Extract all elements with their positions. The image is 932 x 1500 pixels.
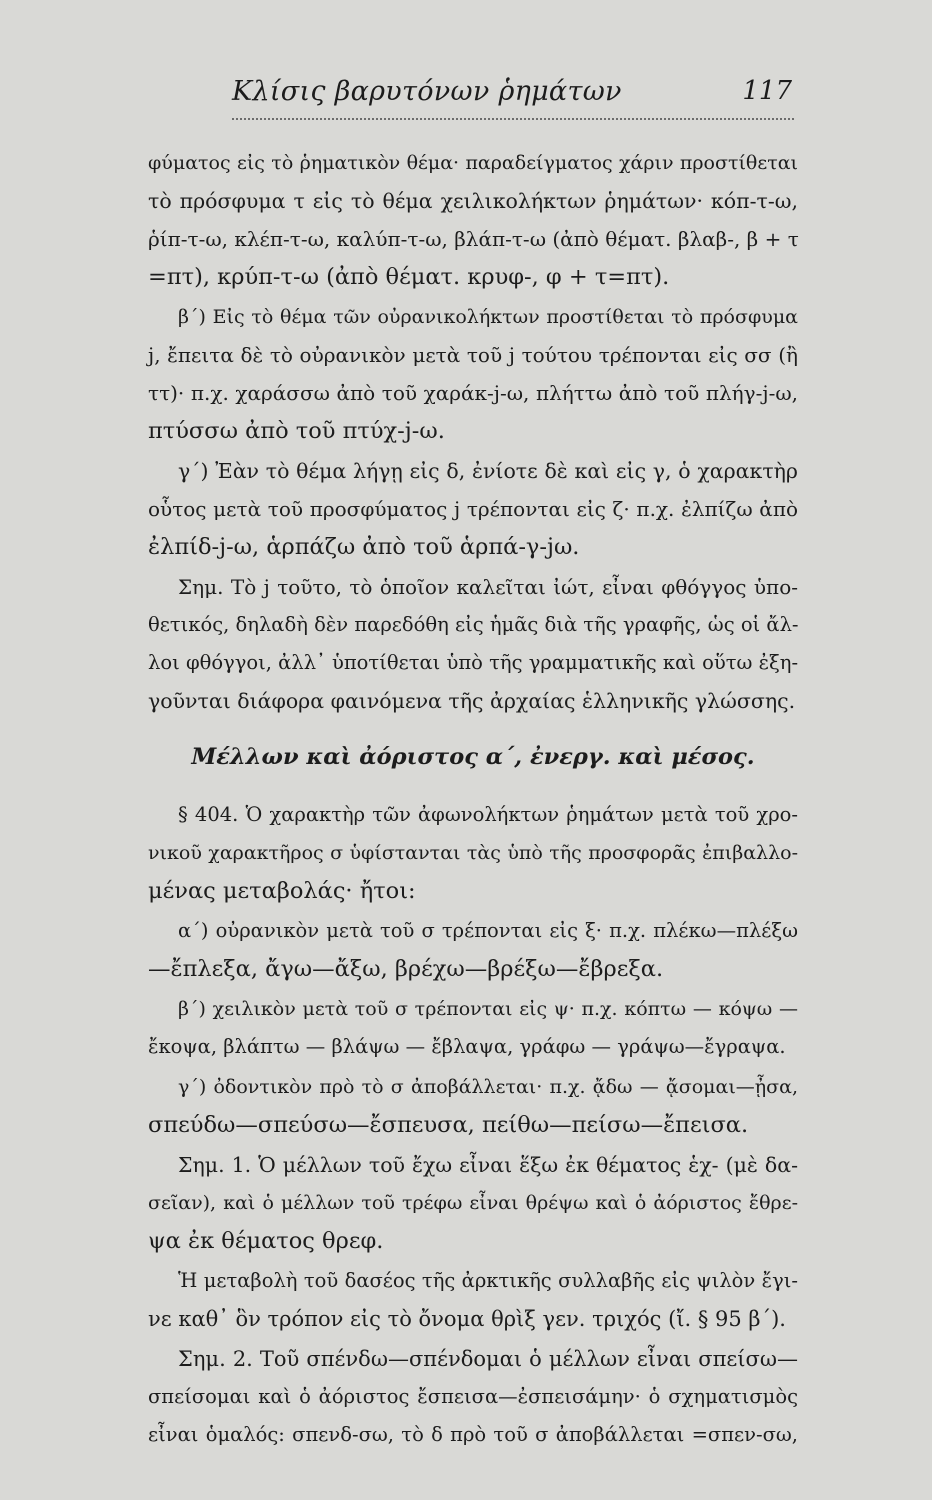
text-line: μένας μεταβολάς· ἤτοι: — [148, 878, 416, 904]
note-line: θετικός, δηλαδὴ δὲν παρεδόθη εἰς ἡμᾶς διὰ τῆς γραφῆς, ὡς οἱ ἄλ- — [148, 613, 799, 636]
note-line: λοι φθόγγοι, ἀλλ᾽ ὑποτίθεται ὑπὸ τῆς γραμματικῆς καὶ οὕτω ἐξη- — [148, 651, 799, 674]
text-line: α΄) οὐρανικὸν μετὰ τοῦ σ τρέπονται εἰς ξ· π.χ. πλέκω—πλέξω — [178, 919, 798, 942]
text-line: γ΄) ὀδοντικὸν πρὸ τὸ σ ἀποβάλλεται· π.χ. ᾄδω — ᾄσομαι—ᾖσα, — [178, 1076, 798, 1098]
header-dotted-rule — [232, 118, 794, 120]
text-line: § 404. Ὁ χαρακτὴρ τῶν ἀφωνολήκτων ῥημάτων μετὰ τοῦ χρο- — [178, 803, 798, 826]
text-line: j, ἔπειτα δὲ τὸ οὐρανικὸν μετὰ τοῦ j τούτου τρέπονται εἰς σσ (ἢ — [148, 343, 798, 367]
text-line: =πτ), κρύπ-τ-ω (ἀπὸ θέματ. κρυφ-, φ + τ=πτ). — [148, 264, 670, 290]
note-line: εἶναι ὁμαλός: σπενδ-σω, τὸ δ πρὸ τοῦ σ ἀποβάλλεται =σπεν-σω, — [148, 1423, 798, 1446]
note-line: Ἡ μεταβολὴ τοῦ δασέος τῆς ἀρκτικῆς συλλαβῆς εἰς ψιλὸν ἔγι- — [178, 1269, 798, 1292]
page-number: 117 — [742, 76, 792, 106]
text-line: β΄) Εἰς τὸ θέμα τῶν οὐρανικολήκτων προστίθεται τὸ πρόσφυμα — [178, 306, 798, 328]
text-line: ττ)· π.χ. χαράσσω ἀπὸ τοῦ χαράκ-j-ω, πλήττω ἀπὸ τοῦ πλήγ-j-ω, — [148, 381, 798, 405]
note-line: σεῖαν), καὶ ὁ μέλλων τοῦ τρέφω εἶναι θρέψω καὶ ὁ ἀόριστος ἔθρε- — [148, 1192, 798, 1214]
text-line: πτύσσω ἀπὸ τοῦ πτύχ-j-ω. — [148, 418, 445, 444]
text-line: οὗτος μετὰ τοῦ προσφύματος j τρέπονται εἰς ζ· π.χ. ἐλπίζω ἀπὸ — [148, 497, 798, 521]
text-line: —ἔπλεξα, ἄγω—ἄξω, βρέχω—βρέξω—ἔβρεξα. — [148, 956, 664, 982]
note-line: Σημ. Τὸ j τοῦτο, τὸ ὁποῖον καλεῖται ἰώτ, εἶναι φθόγγος ὑπο- — [178, 575, 798, 599]
text-line: νικοῦ χαρακτῆρος σ ὑφίστανται τὰς ὑπὸ τῆς προσφορᾶς ἐπιβαλλο- — [148, 842, 798, 864]
text-line: ἐλπίδ-j-ω, ἁρπάζω ἀπὸ τοῦ ἁρπά-γ-jω. — [148, 534, 580, 560]
text-line: ῥίπ-τ-ω, κλέπ-τ-ω, καλύπ-τ-ω, βλάπ-τ-ω (ἀπὸ θέματ. βλαβ-, β + τ — [148, 227, 799, 251]
text-line: τὸ πρόσφυμα τ εἰς τὸ θέμα χειλικολήκτων ῥημάτων· κόπ-τ-ω, — [148, 189, 798, 213]
text-line: φύματος εἰς τὸ ῥηματικὸν θέμα· παραδείγματος χάριν προστίθεται — [148, 152, 798, 174]
text-line: γ΄) Ἐὰν τὸ θέμα λήγῃ εἰς δ, ἐνίοτε δὲ καὶ εἰς γ, ὁ χαρακτὴρ — [178, 459, 798, 483]
note-line: γοῦνται διάφορα φαινόμενα τῆς ἀρχαίας ἑλληνικῆς γλώσσης. — [148, 689, 796, 713]
section-heading: Μέλλων καὶ ἀόριστος α΄, ἐνεργ. καὶ μέσος. — [191, 744, 755, 770]
note-line: Σημ. 1. Ὁ μέλλων τοῦ ἔχω εἶναι ἕξω ἐκ θέματος ἑχ- (μὲ δα- — [178, 1153, 798, 1177]
text-line: σπεύδω—σπεύσω—ἔσπευσα, πείθω—πείσω—ἔπεισα. — [148, 1112, 749, 1138]
running-title: Κλίσις βαρυτόνων ῥημάτων — [232, 76, 622, 107]
note-line: ψα ἐκ θέματος θρεφ. — [148, 1228, 384, 1254]
note-line: νε καθ᾽ ὃν τρόπον εἰς τὸ ὄνομα θρὶξ γεν. τριχός (ἴ. § 95 β΄). — [148, 1307, 786, 1331]
note-line: σπείσομαι καὶ ὁ ἀόριστος ἔσπεισα—ἐσπεισάμην· ὁ σχηματισμὸς — [148, 1385, 798, 1408]
text-line: ἔκοψα, βλάπτω — βλάψω — ἔβλαψα, γράφω — γράψω—ἔγραψα. — [148, 1035, 786, 1058]
text-line: β΄) χειλικὸν μετὰ τοῦ σ τρέπονται εἰς ψ· π.χ. κόπτω — κόψω — — [178, 998, 798, 1020]
page-header — [0, 72, 932, 112]
note-line: Σημ. 2. Τοῦ σπένδω—σπένδομαι ὁ μέλλων εἶναι σπείσω— — [178, 1347, 798, 1371]
